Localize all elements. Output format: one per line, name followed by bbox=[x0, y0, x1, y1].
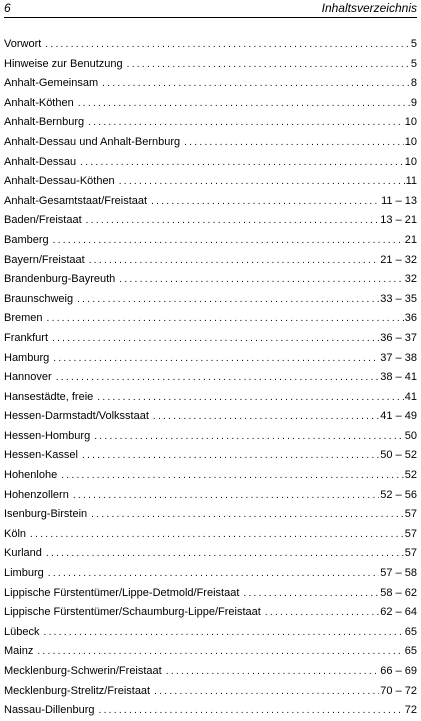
dot-leader bbox=[88, 113, 404, 133]
dot-leader bbox=[151, 192, 380, 212]
toc-entry-title: Bamberg bbox=[4, 233, 49, 246]
toc-entry bbox=[4, 388, 417, 408]
toc-entry-page: 36 – 37 bbox=[380, 331, 417, 344]
toc-entry bbox=[4, 662, 417, 682]
toc-entry-title: Mecklenburg-Schwerin/Freistaat bbox=[4, 665, 162, 677]
toc-entry bbox=[4, 407, 417, 427]
toc-entry bbox=[4, 505, 417, 525]
header-title: Inhaltsverzeichnis bbox=[321, 1, 417, 15]
toc-entry-title: Bayern/Freistaat bbox=[4, 253, 85, 266]
toc-entry bbox=[4, 623, 417, 643]
toc-entry-title: Hannover bbox=[4, 371, 52, 384]
toc-entry-title: Hamburg bbox=[4, 351, 50, 364]
toc-entry bbox=[4, 446, 417, 466]
dot-leader bbox=[184, 133, 404, 153]
toc-entry bbox=[4, 701, 417, 721]
toc-entry bbox=[4, 466, 417, 486]
toc-entry bbox=[4, 270, 417, 290]
toc-entry-page: 65 bbox=[404, 625, 417, 638]
toc-entry-page: 10 bbox=[404, 135, 417, 148]
toc-entry-page: 72 bbox=[404, 704, 417, 717]
toc-entry-title: Lübeck bbox=[4, 625, 40, 638]
toc-entry bbox=[4, 290, 417, 310]
toc-entry bbox=[4, 192, 417, 212]
toc-entry-page: 62 – 64 bbox=[380, 606, 417, 619]
toc-entry bbox=[4, 55, 417, 75]
toc-entry-title: Brandenburg-Bayreuth bbox=[4, 273, 116, 286]
toc-entry-title: Vorwort bbox=[4, 38, 42, 50]
dot-leader bbox=[154, 682, 379, 702]
toc-entry bbox=[4, 329, 417, 349]
toc-entry bbox=[4, 642, 417, 662]
toc-entry-page: 57 – 58 bbox=[380, 567, 417, 580]
toc-entry-page: 21 – 32 bbox=[380, 253, 417, 266]
toc-entry-page: 37 – 38 bbox=[380, 351, 417, 364]
dot-leader bbox=[166, 662, 380, 682]
page-number: 6 bbox=[4, 1, 11, 15]
toc-entry bbox=[4, 427, 417, 447]
dot-leader bbox=[82, 446, 379, 466]
toc-entry-page: 41 – 49 bbox=[380, 410, 417, 423]
toc-entry-title: Isenburg-Birstein bbox=[4, 508, 88, 521]
toc-entry bbox=[4, 682, 417, 702]
toc-entry bbox=[4, 544, 417, 564]
toc-entry bbox=[4, 231, 417, 251]
toc-entry-page: 41 bbox=[404, 390, 417, 403]
toc-entry-title: Anhalt-Dessau und Anhalt-Bernburg bbox=[4, 135, 181, 148]
toc-entry-title: Frankfurt bbox=[4, 331, 49, 344]
toc-entry-page: 57 bbox=[404, 527, 417, 540]
toc-entry-page: 52 bbox=[404, 469, 417, 482]
dot-leader bbox=[127, 55, 410, 75]
dot-leader bbox=[94, 427, 404, 447]
dot-leader bbox=[37, 642, 403, 662]
toc-entry-page: 5 bbox=[410, 38, 417, 50]
toc-entry bbox=[4, 486, 417, 506]
toc-entry-title: Hohenlohe bbox=[4, 469, 58, 482]
toc-entry-title: Hohenzollern bbox=[4, 488, 69, 501]
toc-entry bbox=[4, 349, 417, 369]
toc-entry-page: 32 bbox=[404, 273, 417, 286]
dot-leader bbox=[91, 505, 404, 525]
toc-entry-title: Anhalt-Bernburg bbox=[4, 116, 85, 129]
dot-leader bbox=[102, 74, 410, 94]
toc-entry-title: Lippische Fürstentümer/Lippe-Detmold/Freistaat bbox=[4, 586, 240, 599]
dot-leader bbox=[97, 388, 403, 408]
toc-entry-title: Hinweise zur Benutzung bbox=[4, 57, 123, 70]
toc-entry bbox=[4, 251, 417, 271]
toc-entry-title: Hessen-Darmstadt/Volksstaat bbox=[4, 410, 149, 423]
toc-entry-page: 36 bbox=[404, 312, 417, 325]
toc-entry-title: Mecklenburg-Strelitz/Freistaat bbox=[4, 684, 151, 697]
toc-entry-title: Lippische Fürstentümer/Schaumburg-Lippe/Freistaat bbox=[4, 606, 261, 619]
dot-leader bbox=[73, 486, 379, 506]
dot-leader bbox=[47, 309, 404, 329]
dot-leader bbox=[119, 270, 403, 290]
toc-entry-page: 33 – 35 bbox=[380, 292, 417, 305]
toc-entry-page: 11 bbox=[405, 175, 417, 188]
dot-leader bbox=[265, 603, 380, 623]
toc-entry bbox=[4, 309, 417, 329]
toc-entry-page: 8 bbox=[410, 77, 417, 90]
table-of-contents bbox=[4, 35, 417, 721]
toc-entry-title: Mainz bbox=[4, 645, 34, 658]
toc-entry-title: Bremen bbox=[4, 312, 43, 325]
page-header bbox=[4, 0, 417, 18]
toc-entry-page: 70 – 72 bbox=[380, 684, 417, 697]
toc-entry-page: 21 bbox=[404, 233, 417, 246]
toc-entry-title: Limburg bbox=[4, 567, 44, 580]
toc-entry-title: Anhalt-Köthen bbox=[4, 96, 74, 109]
toc-entry-page: 57 bbox=[404, 547, 417, 560]
toc-entry-title: Hessen-Kassel bbox=[4, 449, 78, 462]
dot-leader bbox=[53, 231, 404, 251]
dot-leader bbox=[46, 544, 404, 564]
dot-leader bbox=[119, 172, 405, 192]
toc-entry bbox=[4, 172, 417, 192]
toc-entry-page: 57 bbox=[404, 508, 417, 521]
toc-entry bbox=[4, 153, 417, 173]
toc-entry-page: 50 bbox=[404, 429, 417, 442]
toc-entry bbox=[4, 35, 417, 55]
dot-leader bbox=[30, 525, 404, 545]
toc-entry-title: Baden/Freistaat bbox=[4, 214, 82, 227]
toc-entry bbox=[4, 94, 417, 114]
dot-leader bbox=[153, 407, 379, 427]
toc-entry bbox=[4, 113, 417, 133]
dot-leader bbox=[86, 211, 380, 231]
dot-leader bbox=[56, 368, 380, 388]
dot-leader bbox=[77, 290, 379, 310]
dot-leader bbox=[61, 466, 404, 486]
toc-entry bbox=[4, 211, 417, 231]
dot-leader bbox=[43, 623, 403, 643]
toc-entry-title: Anhalt-Gemeinsam bbox=[4, 77, 99, 90]
dot-leader bbox=[53, 349, 379, 369]
toc-entry-page: 38 – 41 bbox=[380, 371, 417, 384]
toc-entry-page: 5 bbox=[410, 57, 417, 70]
toc-entry-page: 65 bbox=[404, 645, 417, 658]
toc-entry bbox=[4, 564, 417, 584]
toc-entry-title: Hansestädte, freie bbox=[4, 390, 94, 403]
toc-entry bbox=[4, 525, 417, 545]
dot-leader bbox=[78, 94, 410, 114]
toc-entry bbox=[4, 584, 417, 604]
toc-entry bbox=[4, 368, 417, 388]
toc-entry-title: Anhalt-Dessau bbox=[4, 155, 77, 168]
toc-entry bbox=[4, 603, 417, 623]
toc-entry-page: 52 – 56 bbox=[380, 488, 417, 501]
toc-entry-title: Anhalt-Dessau-Köthen bbox=[4, 175, 115, 188]
dot-leader bbox=[80, 153, 404, 173]
dot-leader bbox=[243, 584, 379, 604]
dot-leader bbox=[48, 564, 380, 584]
toc-entry-title: Kurland bbox=[4, 547, 42, 560]
toc-entry-title: Hessen-Homburg bbox=[4, 429, 91, 442]
dot-leader bbox=[52, 329, 379, 349]
toc-entry-title: Braunschweig bbox=[4, 292, 74, 305]
dot-leader bbox=[99, 701, 404, 721]
dot-leader bbox=[89, 251, 380, 271]
toc-entry-page: 10 bbox=[404, 116, 417, 129]
toc-entry-page: 9 bbox=[410, 96, 417, 109]
toc-entry-page: 66 – 69 bbox=[380, 665, 417, 677]
toc-entry-title: Köln bbox=[4, 527, 27, 540]
toc-entry-title: Anhalt-Gesamtstaat/Freistaat bbox=[4, 194, 148, 207]
toc-entry-page: 10 bbox=[404, 155, 417, 168]
toc-entry-page: 58 – 62 bbox=[380, 586, 417, 599]
toc-entry bbox=[4, 133, 417, 153]
toc-entry-title: Nassau-Dillenburg bbox=[4, 704, 95, 717]
dot-leader bbox=[45, 35, 410, 55]
toc-entry bbox=[4, 74, 417, 94]
toc-entry-page: 11 – 13 bbox=[381, 194, 417, 207]
toc-entry-page: 50 – 52 bbox=[380, 449, 417, 462]
toc-entry-page: 13 – 21 bbox=[380, 214, 417, 227]
